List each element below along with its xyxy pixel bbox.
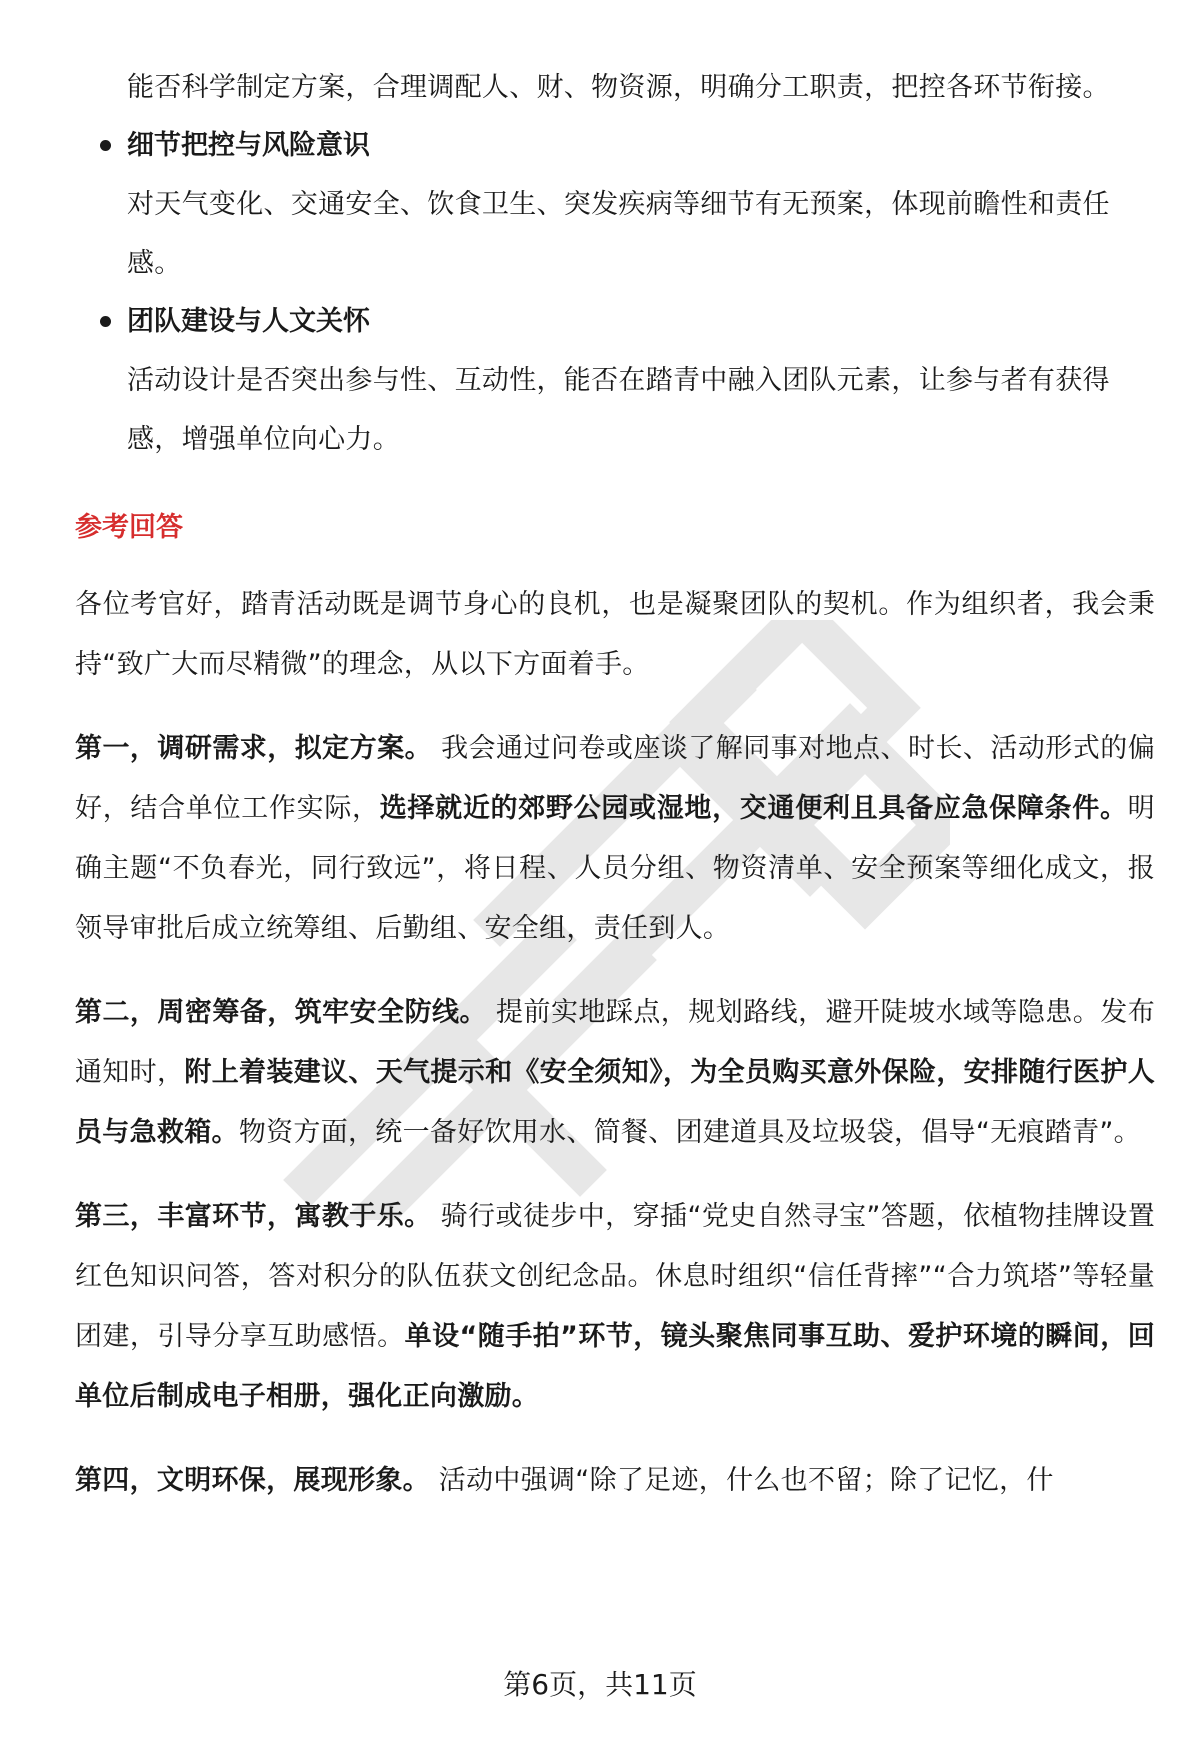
answer-point-2 [75,983,1155,1163]
point-emphasis: 单设“随手拍”环节，镜头聚焦同事互助、爱护环境的瞬间，回单位后制成电子相册，强化正向激励。 [75,1321,1155,1412]
point-emphasis: 选择就近的郊野公园或湿地，交通便利且具备应急保障条件。 [379,793,1128,824]
point-emphasis: 附上着装建议、天气提示和《安全须知》，为全员购买意外保险，安排随行医护人员与急救箱。 [75,1057,1155,1148]
criterion-heading [127,293,1155,351]
page-content [75,58,1155,1535]
point-text: 物资方面，统一备好饮用水、简餐、团建道具及垃圾袋，倡导“无痕踏青”。 [238,1117,1141,1148]
page-number: 第6页，共11页 [503,1668,697,1701]
criterion-text: 活动设计是否突出参与性、互动性，能否在踏青中融入团队元素，让参与者有获得感，增强单位向心力。 [127,365,1110,455]
answer-intro: 各位考官好，踏青活动既是调节身心的良机，也是凝聚团队的契机。作为组织者，我会秉持“致广大而尽精微”的理念，从以下方面着手。 [75,589,1155,680]
answer-point-4 [75,1451,1155,1511]
point-lead: 第二，周密筹备，筑牢安全防线。 [75,997,487,1028]
point-lead: 第一，调研需求，拟定方案。 [75,733,433,764]
bullet-icon [100,316,111,327]
point-text: 我会通过问卷或座谈了解同事对地点、时长、活动形式的偏好，结合单位工作实际， [75,733,1155,824]
point-text: 活动中强调“除了足迹，什么也不留；除了记忆，什 [429,1465,1054,1496]
criterion-continuation-text: 能否科学制定方案，合理调配人、财、物资源，明确分工职责，把控各环节衔接。 [127,72,1110,103]
criterion-item [75,117,1155,293]
answer-point-3 [75,1187,1155,1427]
point-text: 明确主题“不负春光，同行致远”，将日程、人员分组、物资清单、安全预案等细化成文，报领导审批后成立统筹组、后勤组、安全组，责任到人。 [75,793,1155,944]
bullet-icon [100,140,111,151]
criterion-heading-text: 细节把控与风险意识 [127,130,370,161]
criterion-item [75,293,1155,469]
criterion-heading [127,117,1155,175]
criterion-text: 对天气变化、交通安全、饮食卫生、突发疾病等细节有无预案，体现前瞻性和责任感。 [127,189,1110,279]
point-text: 提前实地踩点，规划路线，避开陡坡水域等隐患。发布通知时， [75,997,1155,1088]
reference-answer-title: 参考回答 [75,512,183,543]
point-lead: 第四，文明环保，展现形象。 [75,1465,430,1496]
answer-point-1 [75,719,1155,959]
point-text: 骑行或徒步中，穿插“党史自然寻宝”答题，依植物挂牌设置红色知识问答，答对积分的队伍获文创纪念品。休息时组织“信任背摔”“合力筑塔”等轻量团建，引导分享互助感悟。 [75,1201,1155,1352]
criterion-heading-text: 团队建设与人文关怀 [127,306,370,337]
point-lead: 第三，丰富环节，寓教于乐。 [75,1201,432,1232]
